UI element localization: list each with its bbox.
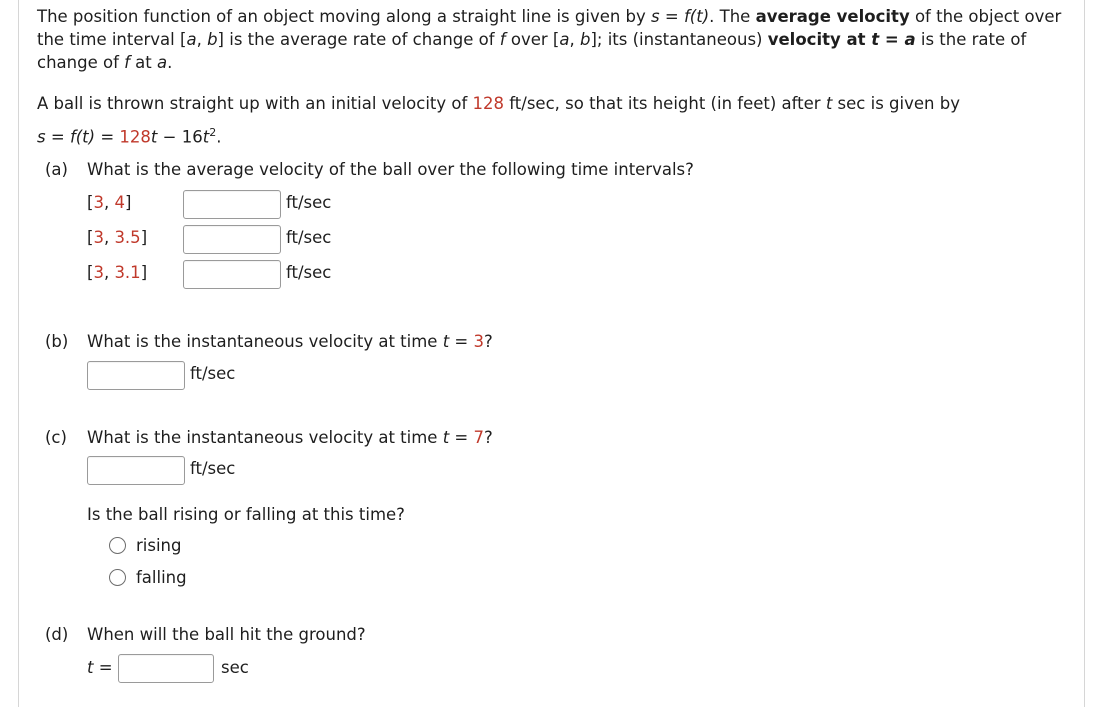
velocity-t7-input[interactable] — [87, 456, 185, 485]
unit-label: ft/sec — [190, 459, 236, 478]
part-a-question: What is the average velocity of the ball over the following time intervals? — [87, 160, 694, 179]
height-equation: $s = f(t) = 128t - 16t^2$. — [37, 126, 222, 147]
unit-label: ft/sec — [190, 364, 236, 383]
ground-time-input[interactable] — [118, 654, 214, 683]
velocity-t3-input[interactable] — [87, 361, 185, 390]
falling-label[interactable]: falling — [136, 568, 187, 587]
problem-statement: A ball is thrown straight up with an initial velocity of 128 ft/sec, so that its height (in feet) after t sec is given by $s = f(t) = 128t - 16t^2$. — [37, 89, 960, 152]
rising-falling-question: Is the ball rising or falling at this time? — [87, 505, 405, 524]
part-a-label: (a) — [45, 160, 68, 179]
part-d-label: (d) — [45, 625, 69, 644]
part-b-question: What is the instantaneous velocity at time t = 3? — [87, 332, 493, 351]
interval-label-3: [3, 3.1] — [87, 263, 148, 282]
part-c-question: What is the instantaneous velocity at time t = 7? — [87, 428, 493, 447]
unit-label: ft/sec — [286, 263, 332, 282]
sec-unit-label: sec — [221, 658, 249, 677]
avg-velocity-input-3[interactable] — [183, 260, 281, 289]
part-d-question: When will the ball hit the ground? — [87, 625, 366, 644]
unit-label: ft/sec — [286, 193, 332, 212]
rising-label[interactable]: rising — [136, 536, 182, 555]
interval-label-2: [3, 3.5] — [87, 228, 148, 247]
rising-radio[interactable] — [109, 537, 126, 554]
avg-velocity-input-2[interactable] — [183, 225, 281, 254]
avg-velocity-input-1[interactable] — [183, 190, 281, 219]
t-equals-label: t = — [87, 658, 113, 677]
falling-radio[interactable] — [109, 569, 126, 586]
part-c-label: (c) — [45, 428, 67, 447]
interval-label-1: [3, 4] — [87, 193, 132, 212]
intro-paragraph: The position function of an object moving along a straight line is given by s = f(t). The average velocity of the object over the time interval [a, b] is the average rate of change of f over [a, b]; its (instantaneous) velocity at t = a is the rate of change of f at a. — [37, 7, 1062, 72]
part-b-label: (b) — [45, 332, 69, 351]
unit-label: ft/sec — [286, 228, 332, 247]
